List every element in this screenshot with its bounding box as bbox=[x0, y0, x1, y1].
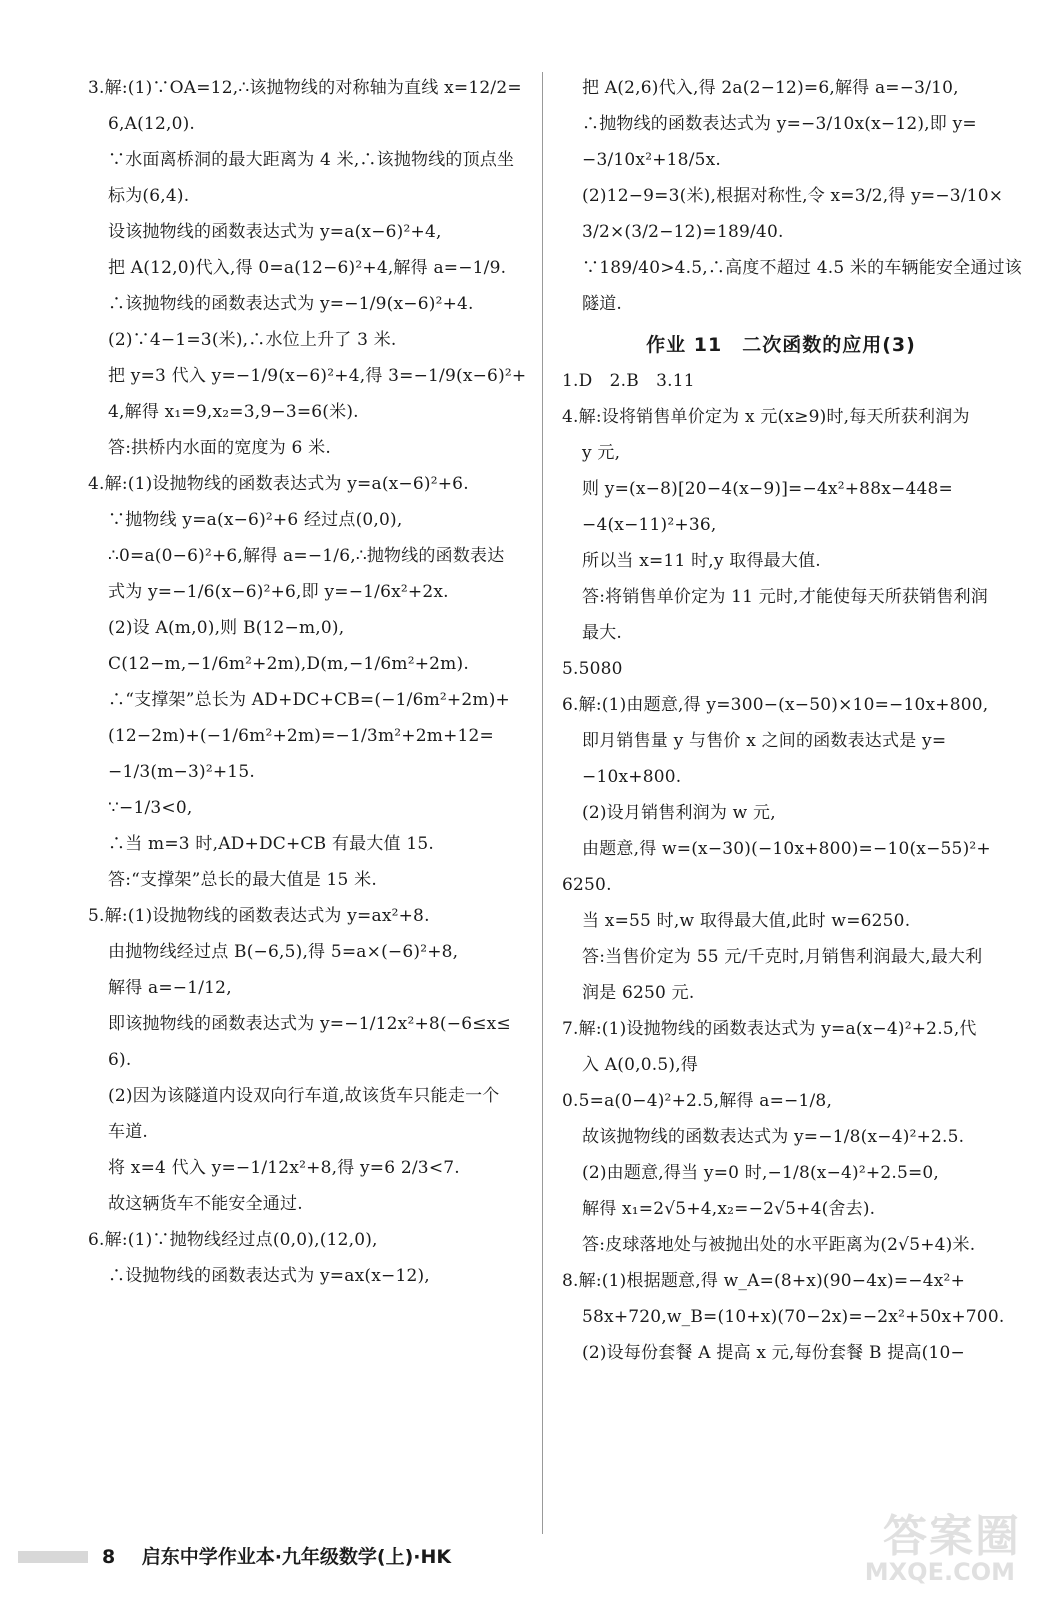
left-column-line: 3.解:(1)∵OA=12,∴该抛物线的对称轴为直线 x=12/2= bbox=[88, 78, 522, 98]
right-column-bottom-line: 0.5=a(0−4)²+2.5,解得 a=−1/8, bbox=[562, 1091, 833, 1111]
left-column-line: 将 x=4 代入 y=−1/12x²+8,得 y=6 2/3<7. bbox=[108, 1158, 460, 1178]
right-column-top bbox=[562, 78, 1022, 314]
right-column-bottom-line: 当 x=55 时,w 取得最大值,此时 w=6250. bbox=[582, 911, 911, 931]
left-column-line: 式为 y=−1/6(x−6)²+6,即 y=−1/6x²+2x. bbox=[108, 582, 449, 602]
right-column-top-line: 隧道. bbox=[582, 294, 623, 314]
left-column-line: 即该抛物线的函数表达式为 y=−1/12x²+8(−6≤x≤ bbox=[108, 1014, 511, 1034]
left-column-line: 答:拱桥内水面的宽度为 6 米. bbox=[108, 438, 331, 458]
watermark-url: MXQE.COM bbox=[864, 1558, 1015, 1586]
right-column-bottom-line: 所以当 x=11 时,y 取得最大值. bbox=[582, 551, 821, 571]
left-column-line: 故这辆货车不能安全通过. bbox=[108, 1194, 303, 1214]
left-column-line: ∵抛物线 y=a(x−6)²+6 经过点(0,0), bbox=[108, 510, 403, 530]
left-column-line: (2)因为该隧道内设双向行车道,故该货车只能走一个 bbox=[108, 1086, 500, 1106]
column-divider bbox=[542, 72, 543, 1534]
left-column-line: 解得 a=−1/12, bbox=[108, 978, 232, 998]
footer-decoration bbox=[18, 1551, 88, 1563]
left-column-line: −1/3(m−3)²+15. bbox=[108, 762, 255, 782]
left-column-line: 6). bbox=[108, 1050, 132, 1070]
left-column-line: 由抛物线经过点 B(−6,5),得 5=a×(−6)²+8, bbox=[108, 942, 459, 962]
right-column-bottom-line: 答:将销售单价定为 11 元时,才能使每天所获销售利润 bbox=[582, 587, 988, 607]
left-column-line: 6.解:(1)∵抛物线经过点(0,0),(12,0), bbox=[88, 1230, 378, 1250]
left-column-line: 把 A(12,0)代入,得 0=a(12−6)²+4,解得 a=−1/9. bbox=[108, 258, 507, 278]
right-column-bottom-line: 58x+720,w_B=(10+x)(70−2x)=−2x²+50x+700. bbox=[582, 1307, 1005, 1327]
left-column-line: 4.解:(1)设抛物线的函数表达式为 y=a(x−6)²+6. bbox=[88, 474, 469, 494]
left-column-line: (2)设 A(m,0),则 B(12−m,0), bbox=[108, 618, 345, 638]
left-column-line: 设该抛物线的函数表达式为 y=a(x−6)²+4, bbox=[108, 222, 442, 242]
right-column bbox=[562, 78, 1022, 1379]
left-column-line: C(12−m,−1/6m²+2m),D(m,−1/6m²+2m). bbox=[108, 654, 469, 674]
right-column-bottom-line: 入 A(0,0.5),得 bbox=[582, 1055, 699, 1075]
left-column-line: ∴该抛物线的函数表达式为 y=−1/9(x−6)²+4. bbox=[108, 294, 474, 314]
left-column-line: 4,解得 x₁=9,x₂=3,9−3=6(米). bbox=[108, 402, 359, 422]
left-column-line: ∴设抛物线的函数表达式为 y=ax(x−12), bbox=[108, 1266, 430, 1286]
right-column-top-line: 把 A(2,6)代入,得 2a(2−12)=6,解得 a=−3/10, bbox=[582, 78, 959, 98]
right-column-bottom-line: 1.D 2.B 3.11 bbox=[562, 371, 695, 391]
left-column-line: 标为(6,4). bbox=[108, 186, 190, 206]
watermark bbox=[831, 1500, 1021, 1590]
left-column-line: ∵水面离桥洞的最大距离为 4 米,∴该抛物线的顶点坐 bbox=[108, 150, 515, 170]
right-column-bottom-line: 5.5080 bbox=[562, 659, 623, 679]
right-column-bottom-line: 4.解:设将销售单价定为 x 元(x≥9)时,每天所获利润为 bbox=[562, 407, 970, 427]
left-column-line: 车道. bbox=[108, 1122, 149, 1142]
right-column-bottom-line: 7.解:(1)设抛物线的函数表达式为 y=a(x−4)²+2.5,代 bbox=[562, 1019, 977, 1039]
left-column-line: ∴当 m=3 时,AD+DC+CB 有最大值 15. bbox=[108, 834, 434, 854]
right-column-bottom-line: 最大. bbox=[582, 623, 623, 643]
page-number: 8 bbox=[102, 1546, 116, 1568]
right-column-top-line: ∵189/40>4.5,∴高度不超过 4.5 米的车辆能安全通过该 bbox=[582, 258, 1022, 278]
right-column-bottom-line: (2)设每份套餐 A 提高 x 元,每份套餐 B 提高(10− bbox=[582, 1343, 965, 1363]
right-column-bottom-line: −10x+800. bbox=[582, 767, 682, 787]
right-column-bottom-line: (2)设月销售利润为 w 元, bbox=[582, 803, 776, 823]
watermark-logo: 答案圈 bbox=[883, 1511, 1021, 1562]
right-column-bottom bbox=[562, 371, 1005, 1363]
right-column-bottom-line: 6.解:(1)由题意,得 y=300−(x−50)×10=−10x+800, bbox=[562, 695, 989, 715]
right-column-bottom-line: 8.解:(1)根据题意,得 w_A=(8+x)(90−4x)=−4x²+ bbox=[562, 1271, 966, 1291]
right-column-bottom-line: 答:皮球落地处与被抛出处的水平距离为(2√5+4)米. bbox=[582, 1235, 976, 1255]
left-column-line: ∵−1/3<0, bbox=[108, 798, 193, 818]
right-column-bottom-line: −4(x−11)²+36, bbox=[582, 515, 717, 535]
right-column-bottom-line: 则 y=(x−8)[20−4(x−9)]=−4x²+88x−448= bbox=[582, 479, 953, 499]
left-column-line: 把 y=3 代入 y=−1/9(x−6)²+4,得 3=−1/9(x−6)²+ bbox=[108, 366, 527, 386]
footer-text bbox=[102, 1542, 451, 1569]
right-column-bottom-line: 6250. bbox=[562, 875, 612, 895]
right-column-bottom-line: y 元, bbox=[582, 443, 621, 463]
right-column-bottom-line: 答:当售价定为 55 元/千克时,月销售利润最大,最大利 bbox=[582, 947, 983, 967]
book-title: 启东中学作业本·九年级数学(上)·HK bbox=[141, 1546, 452, 1568]
section-title: 作业 11 二次函数的应用(3) bbox=[646, 334, 916, 356]
left-column-line: (2)∵4−1=3(米),∴水位上升了 3 米. bbox=[108, 330, 397, 350]
right-column-bottom-line: 由题意,得 w=(x−30)(−10x+800)=−10(x−55)²+ bbox=[582, 839, 991, 859]
left-column-line: ∴“支撑架”总长为 AD+DC+CB=(−1/6m²+2m)+ bbox=[108, 690, 510, 710]
right-column-bottom-line: 解得 x₁=2√5+4,x₂=−2√5+4(舍去). bbox=[582, 1199, 876, 1219]
right-column-bottom-line: 故该抛物线的函数表达式为 y=−1/8(x−4)²+2.5. bbox=[582, 1127, 965, 1147]
right-column-top-line: 3/2×(3/2−12)=189/40. bbox=[582, 222, 784, 242]
right-column-top-line: ∴抛物线的函数表达式为 y=−3/10x(x−12),即 y= bbox=[582, 114, 977, 134]
left-column-line: (12−2m)+(−1/6m²+2m)=−1/3m²+2m+12= bbox=[108, 726, 494, 746]
right-column-bottom-line: 润是 6250 元. bbox=[582, 983, 695, 1003]
left-column-line: 答:“支撑架”总长的最大值是 15 米. bbox=[108, 870, 377, 890]
left-column-line: 6,A(12,0). bbox=[108, 114, 196, 134]
right-column-bottom-line: 即月销售量 y 与售价 x 之间的函数表达式是 y= bbox=[582, 731, 947, 751]
left-column bbox=[88, 78, 528, 1302]
right-column-top-line: −3/10x²+18/5x. bbox=[582, 150, 722, 170]
left-column-line: ∴0=a(0−6)²+6,解得 a=−1/6,∴抛物线的函数表达 bbox=[108, 546, 505, 566]
right-column-bottom-line: (2)由题意,得当 y=0 时,−1/8(x−4)²+2.5=0, bbox=[582, 1163, 940, 1183]
left-column-line: 5.解:(1)设抛物线的函数表达式为 y=ax²+8. bbox=[88, 906, 430, 926]
right-column-top-line: (2)12−9=3(米),根据对称性,令 x=3/2,得 y=−3/10× bbox=[582, 186, 1004, 206]
